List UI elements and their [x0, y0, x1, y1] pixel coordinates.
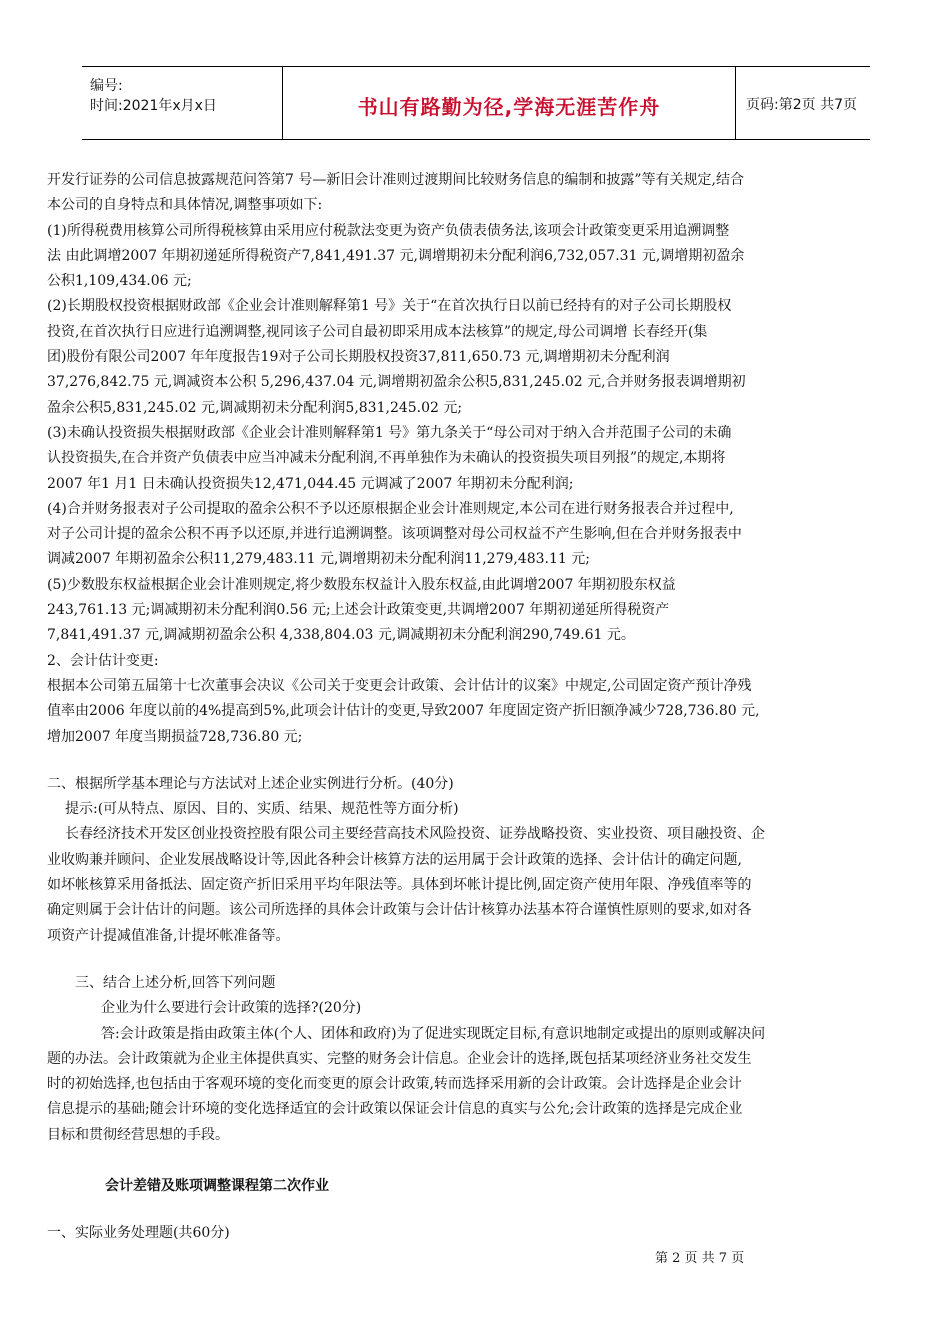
header-motto-cell — [283, 67, 736, 139]
answer-line: 信息提示的基础;随会计环境的变化选择适宜的会计政策以保证会计信息的真实与公允;会计政策的选择是完成企业 — [47, 1101, 743, 1118]
body-line: 本公司的自身特点和具体情况,调整事项如下: — [47, 197, 323, 214]
section3-question: 企业为什么要进行会计政策的选择?(20分) — [101, 1000, 362, 1017]
header-page-label: 页码:第2页 共7页 — [746, 97, 857, 113]
body-line: 盈余公积5,831,245.02 元,调减期初未分配利润5,831,245.02 元; — [47, 399, 463, 416]
paragraph-line: 长春经济技术开发区创业投资控股有限公司主要经营高技术风险投资、证券战略投资、实业投资、项目融投资、企 — [65, 826, 765, 843]
practice-title: 一、实际业务处理题(共60分) — [47, 1225, 230, 1242]
body-line: 7,841,491.37 元,调减期初盈余公积 4,338,804.03 元,调减期初未分配利润290,749.61 元。 — [47, 627, 635, 644]
body-line: 2007 年1 月1 日未确认投资损失12,471,044.45 元调减了2007 年期初未分配利润; — [47, 475, 574, 492]
body-line: 增加2007 年度当期损益728,736.80 元; — [47, 728, 303, 745]
body-line: (1)所得税费用核算公司所得税核算由采用应付税款法变更为资产负债表债务法,该项会计政策变更采用追溯调整 — [47, 222, 730, 239]
page-footer: 第 2 页 共 7 页 — [655, 1251, 745, 1266]
body-line: 法 由此调增2007 年期初递延所得税资产7,841,491.37 元,调增期初未分配利润6,732,057.31 元,调增期初盈余 — [47, 247, 745, 264]
header-motto: 书山有路勤为径,学海无涯苦作舟 — [357, 95, 661, 119]
section2-hint: 提示:(可从特点、原因、目的、实质、结果、规范性等方面分析) — [65, 801, 459, 818]
body-line: 团)股份有限公司2007 年年度报告19对子公司长期股权投资37,811,650.73 元,调增期初未分配利润 — [47, 349, 670, 366]
document-body — [47, 168, 905, 1247]
body-line: (5)少数股东权益根据企业会计准则规定,将少数股东权益计入股东权益,由此调增2007 年期初股东权益 — [47, 576, 676, 593]
page-header — [82, 66, 870, 140]
paragraph-line: 业收购兼并顾问、企业发展战略设计等,因此各种会计核算方法的运用属于会计政策的选择、会计估计的确定问题, — [47, 851, 742, 868]
body-line: 243,761.13 元;调减期初未分配利润0.56 元;上述会计政策变更,共调增2007 年期初递延所得税资产 — [47, 602, 670, 619]
paragraph-line: 项资产计提减值准备,计提坏帐准备等。 — [47, 927, 290, 944]
body-line: 值率由2006 年度以前的4%提高到5%,此项会计估计的变更,导致2007 年度固定资产折旧额净减少728,736.80 元, — [47, 703, 760, 720]
header-info — [82, 67, 283, 139]
body-line: 调减2007 年期初盈余公积11,279,483.11 元,调增期初未分配利润11,279,483.11 元; — [47, 551, 590, 568]
body-line: 开发行证券的公司信息披露规范问答第7 号—新旧会计准则过渡期间比较财务信息的编制和披露”等有关规定,结合 — [47, 172, 744, 188]
body-line: 公积1,109,434.06 元; — [47, 273, 192, 290]
section2-title: 二、根据所学基本理论与方法试对上述企业实例进行分析。(40分) — [47, 775, 454, 792]
body-line: (2)长期股权投资根据财政部《企业会计准则解释第1 号》关于“在首次执行日以前已经持有的对子公司长期股权 — [47, 298, 732, 315]
body-line: 认投资损失,在合并资产负债表中应当冲减未分配利润,不再单独作为未确认的投资损失项目列报”的规定,本期将 — [47, 450, 726, 467]
answer-line: 题的办法。会计政策就为企业主体提供真实、完整的财务会计信息。企业会计的选择,既包括某项经济业务社交发生 — [47, 1050, 752, 1067]
section3-title: 三、结合上述分析,回答下列问题 — [75, 974, 276, 991]
body-line: 37,276,842.75 元,调减资本公积 5,296,437.04 元,调增期初盈余公积5,831,245.02 元,合并财务报表调增期初 — [47, 374, 746, 391]
answer-line: 目标和贯彻经营思想的手段。 — [47, 1126, 229, 1143]
section-heading: 2、会计估计变更: — [47, 652, 159, 669]
body-line: (4)合并财务报表对子公司提取的盈余公积不予以还原根据企业会计准则规定,本公司在进行财务报表合并过程中, — [47, 500, 734, 517]
answer-line: 时的初始选择,也包括由于客观环境的变化而变更的原会计政策,转而选择采用新的会计政策。会计选择是企业会计 — [47, 1076, 742, 1093]
body-line: 根据本公司第五届第十七次董事会决议《公司关于变更会计政策、会计估计的议案》中规定,公司固定资产预计净残 — [47, 677, 752, 694]
body-line: (3)未确认投资损失根据财政部《企业会计准则解释第1 号》第九条关于“母公司对于纳入合并范围子公司的未确 — [47, 424, 732, 441]
assignment-title: 会计差错及账项调整课程第二次作业 — [105, 1177, 329, 1194]
header-page-cell — [736, 67, 870, 139]
paragraph-line: 如坏帐核算采用备抵法、固定资产折旧采用平均年限法等。具体到坏帐计提比例,固定资产使用年限、净残值率等的 — [47, 877, 752, 894]
body-line: 投资,在首次执行日应进行追溯调整,视同该子公司自最初即采用成本法核算”的规定,母公司调增 长春经开(集 — [47, 323, 708, 340]
answer-line: 答:会计政策是指由政策主体(个人、团体和政府)为了促进实现既定目标,有意识地制定或提出的原则或解决问 — [101, 1025, 766, 1042]
time-label: 时间:2021年x月x日 — [90, 98, 217, 114]
body-line: 对子公司计提的盈余公积不再予以还原,并进行追溯调整。该项调整对母公司权益不产生影响,但在合并财务报表中 — [47, 526, 742, 543]
paragraph-line: 确定则属于会计估计的问题。该公司所选择的具体会计政策与会计估计核算办法基本符合谨慎性原则的要求,如对各 — [47, 902, 752, 919]
number-label: 编号: — [90, 78, 123, 94]
